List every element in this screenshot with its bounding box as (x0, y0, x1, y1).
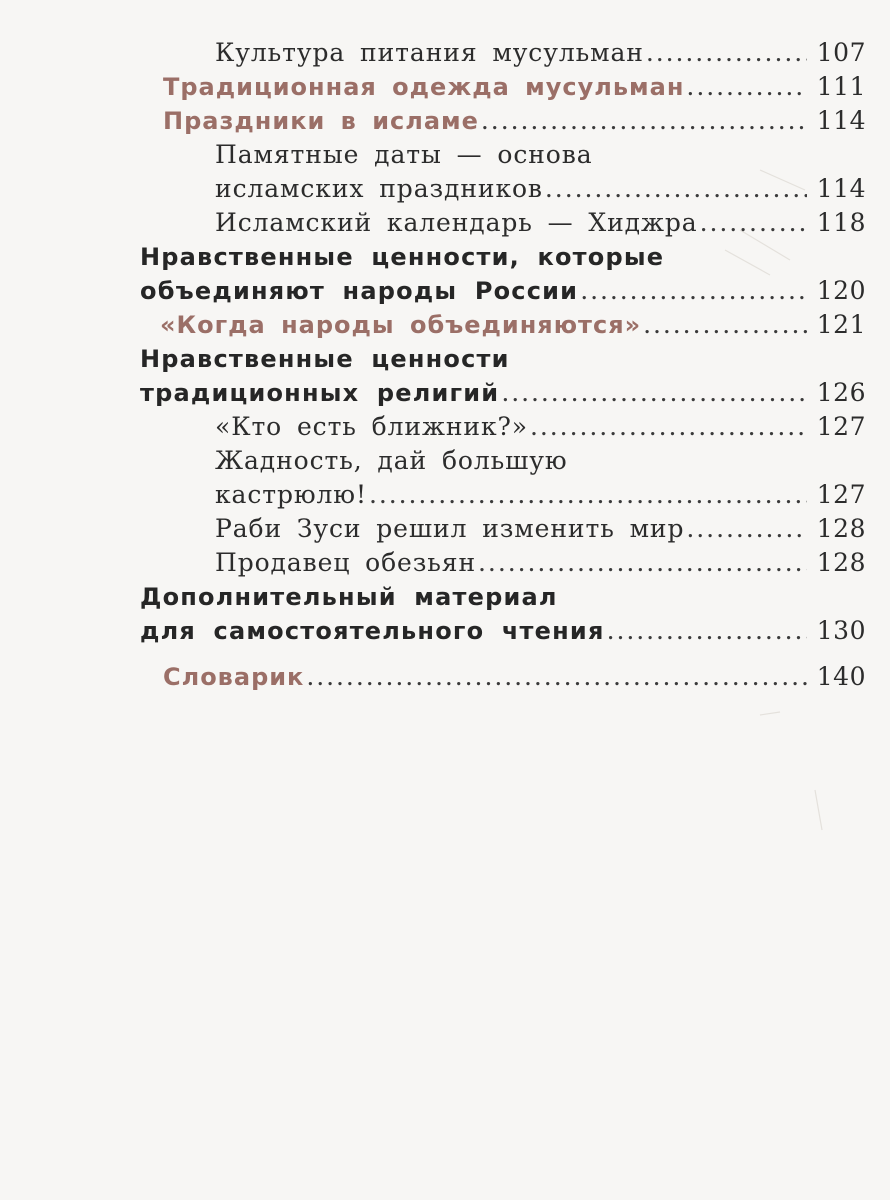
toc-page-number: 140 (816, 662, 866, 691)
toc-entry-line (215, 138, 866, 172)
toc-page-number: 127 (816, 480, 866, 509)
toc-entry (215, 206, 866, 240)
toc-entry (215, 512, 866, 546)
dot-leader (530, 410, 807, 444)
toc-entry-title: объединяют народы России (140, 277, 579, 305)
dot-leader (306, 660, 806, 694)
toc-entry-title: Словарик (163, 663, 305, 691)
toc-entry (140, 614, 866, 648)
toc-entry-title: традиционных религий (140, 379, 500, 407)
toc-entry-title: исламских праздников (215, 174, 543, 203)
dot-leader (643, 308, 807, 342)
toc-page-number: 114 (816, 174, 866, 203)
toc-page-number: 118 (816, 208, 866, 237)
toc-page-number: 130 (816, 616, 866, 645)
dot-leader (646, 36, 807, 70)
toc-entry-line (140, 342, 866, 376)
dot-leader (686, 512, 806, 546)
toc-entry-title: Исламский календарь — Хиджра (215, 208, 698, 237)
toc-entry-title: «Когда народы объединяются» (160, 311, 642, 339)
toc-entry (163, 660, 866, 694)
dot-leader (501, 376, 806, 410)
toc-entry (215, 478, 866, 512)
toc-page-number: 114 (816, 106, 866, 135)
toc-entry (215, 410, 866, 444)
toc-entry-title: «Кто есть ближник?» (215, 412, 528, 441)
toc-entry (215, 172, 866, 206)
toc-page-number: 121 (816, 310, 866, 339)
toc-entry-title: Памятные даты — основа (215, 140, 593, 169)
toc-page-number: 128 (816, 514, 866, 543)
toc-entry-title: Жадность, дай большую (215, 446, 568, 475)
toc-entry-title: кастрюлю! (215, 480, 367, 509)
toc-entry-title: Традиционная одежда мусульман (163, 73, 685, 101)
toc-page-number: 126 (816, 378, 866, 407)
dot-leader (700, 206, 807, 240)
toc-entry-title: Нравственные ценности (140, 345, 510, 373)
toc-entry (163, 104, 866, 138)
toc-page-number: 111 (816, 72, 866, 101)
toc-entry-title: Продавец обезьян (215, 548, 477, 577)
toc-page-number: 128 (816, 548, 866, 577)
dot-leader (607, 614, 807, 648)
toc-entry (215, 36, 866, 70)
toc-entry (163, 70, 866, 104)
dot-leader (369, 478, 807, 512)
dot-leader (478, 546, 807, 580)
toc-entry (140, 274, 866, 308)
toc-page-number: 107 (816, 38, 866, 67)
toc-entry-title: Раби Зуси решил изменить мир (215, 514, 685, 543)
toc-page-number: 120 (816, 276, 866, 305)
toc-entry-title: Культура питания мусульман (215, 38, 644, 67)
toc-entry-title: для самостоятельного чтения (140, 617, 605, 645)
toc-page-number: 127 (816, 412, 866, 441)
toc-entry (160, 308, 866, 342)
toc-entry-line (140, 240, 866, 274)
toc-entry-title: Нравственные ценности, которые (140, 243, 665, 271)
toc-entry-title: Праздники в исламе (163, 107, 479, 135)
toc-entry-line (140, 580, 866, 614)
toc-entry (140, 376, 866, 410)
toc-entry (215, 546, 866, 580)
toc-entry-title: Дополнительный материал (140, 583, 558, 611)
dot-leader (545, 172, 807, 206)
dot-leader (580, 274, 807, 308)
dot-leader (481, 104, 807, 138)
dot-leader (686, 70, 806, 104)
toc-entry-line (215, 444, 866, 478)
